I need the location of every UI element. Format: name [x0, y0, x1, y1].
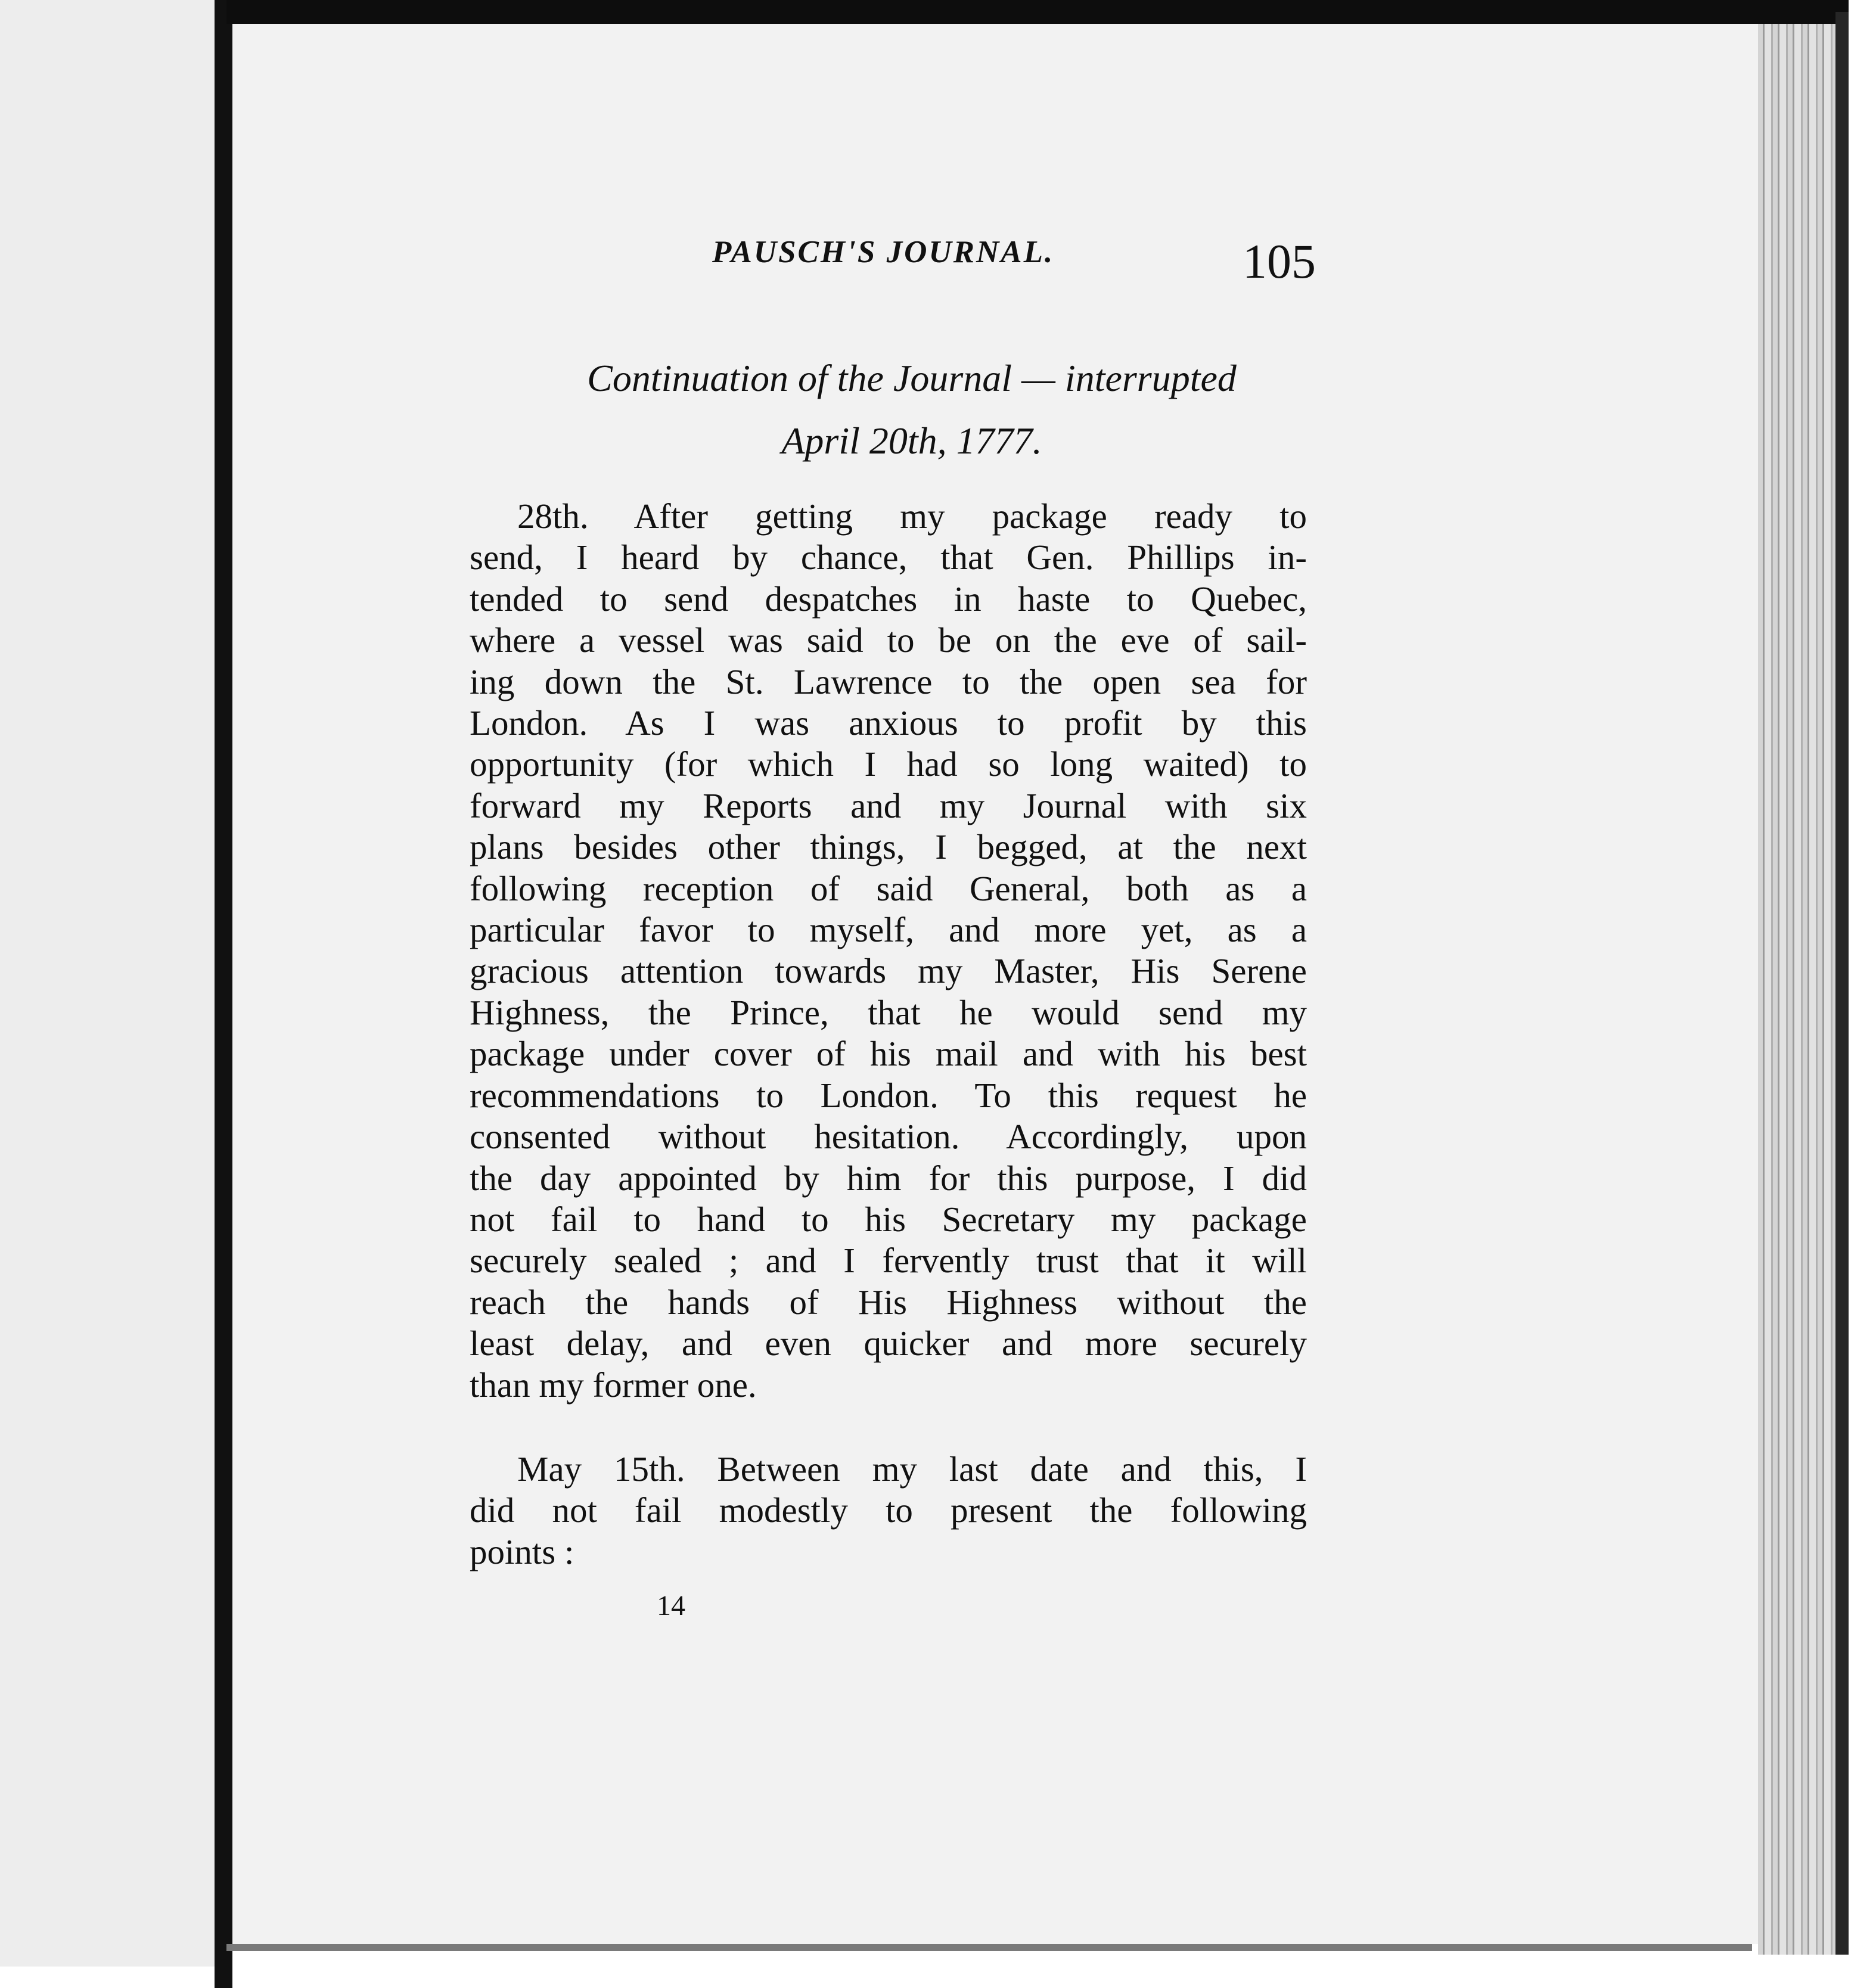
body-text	[470, 496, 1307, 1573]
text-line: send, I heard by chance, that Gen. Phillips in-	[470, 538, 1307, 577]
text-line: points :	[470, 1532, 574, 1571]
running-head: PAUSCH'S JOURNAL.	[712, 235, 1055, 269]
paragraph-entry-28th	[470, 496, 1307, 1406]
signature-mark: 14	[657, 1590, 685, 1622]
text-line: 28th. After getting my package ready to	[517, 496, 1307, 536]
book-gutter	[215, 0, 232, 1988]
text-line: did not fail modestly to present the following	[470, 1490, 1307, 1530]
paragraph-entry-may-15th	[470, 1449, 1307, 1573]
text-line: securely sealed ; and I fervently trust that it will	[470, 1241, 1307, 1281]
text-line: tended to send despatches in haste to Quebec,	[470, 579, 1307, 619]
text-line: London. As I was anxious to profit by this	[470, 703, 1307, 743]
section-heading-line-2: April 20th, 1777.	[781, 420, 1042, 462]
text-line: following reception of said General, both as a	[470, 868, 1307, 908]
text-line: not fail to hand to his Secretary my package	[470, 1199, 1307, 1239]
text-line: particular favor to myself, and more yet, as a	[470, 910, 1307, 950]
text-line: plans besides other things, I begged, at the next	[470, 827, 1307, 867]
scan-top-border	[226, 0, 1876, 24]
text-line: gracious attention towards my Master, His Serene	[470, 951, 1307, 991]
text-line: where a vessel was said to be on the eve of sail-	[470, 620, 1307, 660]
section-heading-line-1: Continuation of the Journal — interrupted	[587, 357, 1237, 399]
text-line: May 15th. Between my last date and this, I	[517, 1449, 1307, 1489]
page-stack-edges	[1758, 24, 1835, 1955]
text-line: forward my Reports and my Journal with six	[470, 785, 1307, 825]
text-line: recommendations to London. To this request he	[470, 1075, 1307, 1115]
text-line: consented without hesitation. Accordingly, upon	[470, 1117, 1307, 1157]
left-page-edge	[0, 0, 217, 1967]
scan-right-border	[1835, 12, 1849, 1955]
text-line: ing down the St. Lawrence to the open sea for	[470, 661, 1307, 701]
text-line: Highness, the Prince, that he would send my	[470, 992, 1307, 1032]
text-line: than my former one.	[470, 1365, 757, 1405]
page-bottom-shadow	[226, 1944, 1752, 1951]
text-line: reach the hands of His Highness without the	[470, 1282, 1307, 1322]
text-line: least delay, and even quicker and more securely	[470, 1324, 1307, 1363]
scan-right-margin	[1849, 0, 1876, 1988]
page-number: 105	[1243, 234, 1316, 288]
section-heading	[524, 347, 1299, 472]
text-line: opportunity (for which I had so long waited) to	[470, 744, 1307, 784]
text-line: the day appointed by him for this purpose, I did	[470, 1158, 1307, 1198]
text-line: package under cover of his mail and with his best	[470, 1034, 1307, 1074]
